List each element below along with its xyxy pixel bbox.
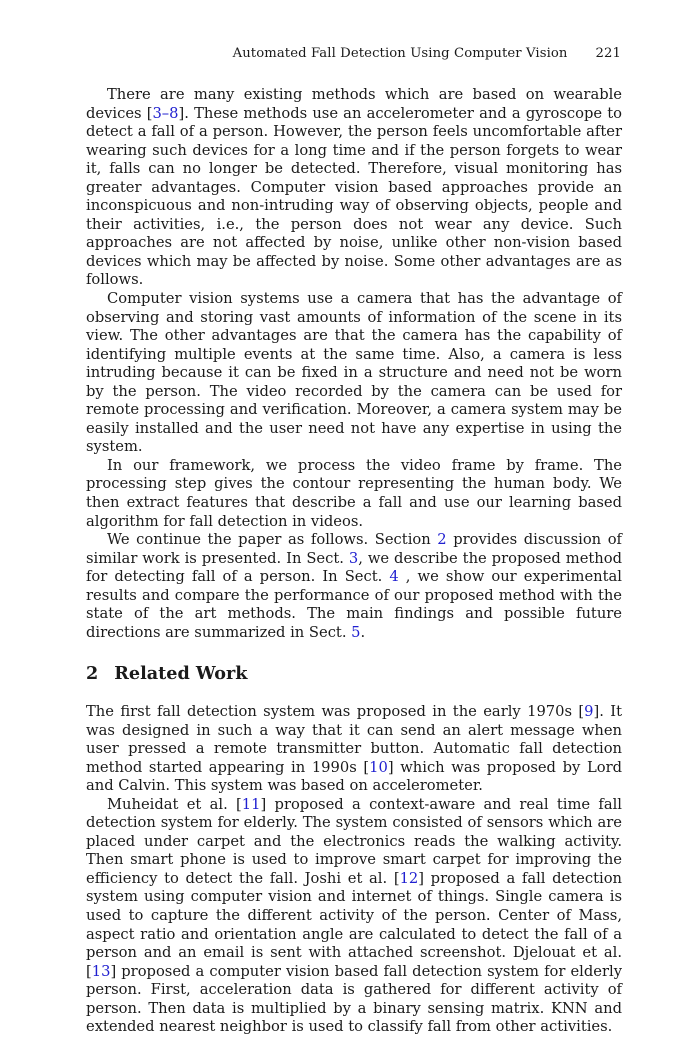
paragraph-camera-advantages: Computer vision systems use a camera that has the advantage of observing and storing vast amounts of information of the scene in its view. The other advantages are that the camera has the capability of identifying multiple events at the same time. Also, a camera is less intruding because it can be fixed in a structure and need not be worn by the person. The video recorded by the camera can be used for remote processing and verification. Moreover, a camera system may be easily installed and the user need not have any expertise in using the system. bbox=[86, 290, 622, 456]
citation-link[interactable]: 3–8 bbox=[152, 104, 179, 122]
citation-link[interactable]: 13 bbox=[91, 962, 111, 980]
page-number: 221 bbox=[595, 46, 621, 61]
section-link[interactable]: 4 bbox=[389, 568, 399, 586]
section-title: Related Work bbox=[114, 663, 248, 685]
paragraph-framework: In our framework, we process the video frame by frame. The processing step gives the contour representing the human body. We then extract features that describe a fall and use our learning based algorithm for fall detection in videos. bbox=[86, 456, 622, 530]
citation-link[interactable]: 12 bbox=[399, 869, 419, 887]
paragraph-first-system: The first fall detection system was proposed in the early 1970s [9]. It was designed in such a way that it can send an alert message when user pressed a remote transmitter button. Automatic fall detection method started appearing in 1990s [10] which was proposed by Lord and Calvin. This system was based on accelerometer. bbox=[86, 702, 622, 795]
body-text bbox=[86, 86, 622, 1037]
section-number: 2 bbox=[86, 663, 99, 685]
section-link[interactable]: 5 bbox=[351, 623, 361, 641]
paragraph-related-systems: Muheidat et al. [11] proposed a context-aware and real time fall detection system for elderly. The system consisted of sensors which are placed under carpet and the electronics reads the walking activity. Then smart phone is used to improve smart carpet for improving the efficiency to detect the fall. Joshi et al. [12] proposed a fall detection system using computer vision and internet of things. Single camera is used to capture the different activity of the person. Center of Mass, aspect ratio and orientation angle are calculated to detect the fall of a person and an email is sent with attached screenshot. Djelouat et al. [13] proposed a computer vision based fall detection system for elderly person. First, acceleration data is gathered for different activity of person. Then data is multiplied by a binary sensing matrix. KNN and extended nearest neighbor is used to classify fall from other activities. bbox=[86, 795, 622, 1036]
citation-link[interactable]: 9 bbox=[584, 702, 594, 720]
citation-link[interactable]: 11 bbox=[241, 795, 261, 813]
section-link[interactable]: 3 bbox=[348, 549, 359, 567]
section-link[interactable]: 2 bbox=[437, 531, 447, 549]
section-heading bbox=[86, 665, 622, 684]
paragraph-paper-outline: We continue the paper as follows. Section 2 provides discussion of similar work is presented. In Sect. 3, we describe the proposed method for detecting fall of a person. In Sect. 4 , we show our experimental results and compare the performance of our proposed method with the state of the art methods. The main findings and possible future directions are summarized in Sect. 5. bbox=[86, 531, 622, 641]
paragraph-wearable-devices: There are many existing methods which are based on wearable devices [3–8]. These methods use an accelerometer and a gyroscope to detect a fall of a person. However, the person feels uncomfortable after wearing such devices for a long time and if the person forgets to wear it, falls can no longer be detected. Therefore, visual monitoring has greater advantages. Computer vision based approaches provide an inconspicuous and non-intruding way of observing objects, people and their activities, i.e., the person does not wear any device. Such approaches are not affected by noise, unlike other non-vision based devices which may be affected by noise. Some other advantages are as follows. bbox=[86, 86, 622, 289]
running-header bbox=[233, 46, 621, 61]
citation-link[interactable]: 10 bbox=[369, 758, 388, 776]
running-title: Automated Fall Detection Using Computer Vision bbox=[232, 46, 568, 61]
